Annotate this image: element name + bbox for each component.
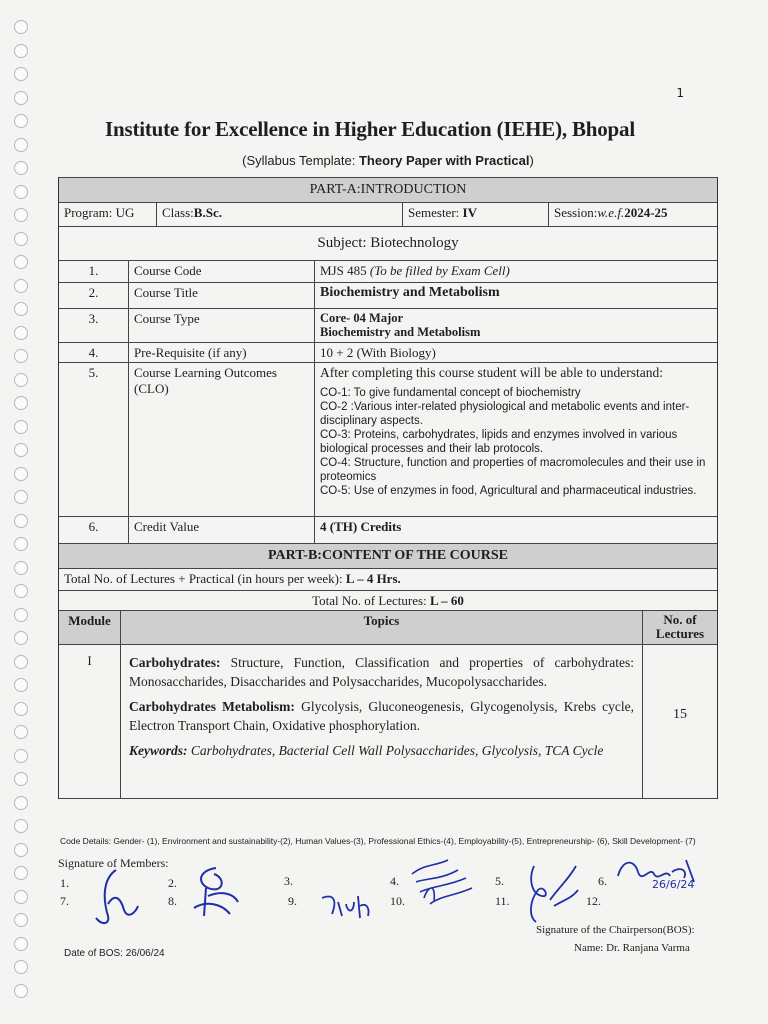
- credit-value-row: 6. Credit Value 4 (TH) Credits: [59, 516, 717, 543]
- chairperson-signature-label: Signature of the Chairperson(BOS):: [536, 924, 695, 936]
- binder-hole: [14, 44, 28, 58]
- clo-list: [320, 386, 712, 498]
- binder-hole: [14, 702, 28, 716]
- binder-hole: [14, 91, 28, 105]
- co-3: CO-3: Proteins, carbohydrates, lipids and enzymes involved in various biological processes and their lab protocols.: [320, 429, 678, 455]
- signature-1-image: [90, 866, 140, 928]
- binder-hole: [14, 114, 28, 128]
- binder-hole: [14, 819, 28, 833]
- binder-hole: [14, 725, 28, 739]
- svg-text:26/6/24: 26/6/24: [652, 878, 695, 891]
- binder-hole: [14, 138, 28, 152]
- module-1-row: I Carbohydrates: Structure, Function, Classification and properties of carbohydrates: Monosaccharides, Disaccharides and Polysaccharides, Mucopolysaccharides. Carbohydrates Metabolism: Glycolysis, Gluconeogenesis, Glycogenolysis, Krebs cycle, Electron Transport Chain, Oxidative phosphorylation. Keywords: Carbohydrates, Bacterial Cell Wall Polysaccharides, Glycolysis, TCA Cycle 15: [59, 644, 717, 799]
- signature-4-image: [406, 856, 478, 916]
- binder-hole: [14, 67, 28, 81]
- course-title-row: 2. Course Title Biochemistry and Metabolism: [59, 282, 717, 308]
- binder-hole: [14, 984, 28, 998]
- page-number: 1: [676, 86, 684, 100]
- co-5: CO-5: Use of enzymes in food, Agricultural and pharmaceutical industries.: [320, 485, 697, 497]
- module-1-metabolism: Carbohydrates Metabolism: Glycolysis, Gluconeogenesis, Glycogenolysis, Krebs cycle, Electron Transport Chain, Oxidative phosphorylation.: [129, 699, 635, 733]
- binder-hole: [14, 749, 28, 763]
- signature-2-image: [186, 860, 246, 920]
- binder-hole: [14, 960, 28, 974]
- binder-hole: [14, 279, 28, 293]
- binder-hole: [14, 302, 28, 316]
- session-cell: Session:w.e.f.2024-25: [554, 205, 668, 220]
- chairperson-signature-image: [612, 852, 704, 892]
- total-lectures-row: Total No. of Lectures: L – 60: [59, 590, 717, 610]
- binder-hole: [14, 420, 28, 434]
- institute-title: Institute for Excellence in Higher Education (IEHE), Bhopal: [105, 117, 635, 141]
- binder-hole: [14, 561, 28, 575]
- co-2: CO-2 :Various inter-related physiological and metabolic events and inter-disciplinary aspects.: [320, 401, 690, 427]
- binder-hole: [14, 866, 28, 880]
- binder-hole: [14, 655, 28, 669]
- code-details: Code Details: Gender- (1), Environment and sustainability-(2), Human Values-(3), Professional Ethics-(4), Employability-(5), Entrepreneurship- (6), Skill Development- (7): [60, 836, 696, 846]
- program-row: [59, 202, 717, 226]
- lectures-per-week-row: Total No. of Lectures + Practical (in hours per week): L – 4 Hrs.: [59, 568, 717, 590]
- signature-3-image: [318, 888, 374, 922]
- binder-hole: [14, 396, 28, 410]
- binder-holes: [14, 20, 34, 1010]
- binder-hole: [14, 537, 28, 551]
- program-cell: Program: UG: [59, 203, 157, 226]
- class-cell: Class:B.Sc.: [157, 203, 403, 226]
- binder-hole: [14, 20, 28, 34]
- part-b-header: PART-B:CONTENT OF THE COURSE: [59, 543, 717, 568]
- prerequisite-row: 4. Pre-Requisite (if any) 10 + 2 (With Biology): [59, 342, 717, 362]
- binder-hole: [14, 514, 28, 528]
- binder-hole: [14, 208, 28, 222]
- binder-hole: [14, 772, 28, 786]
- binder-hole: [14, 608, 28, 622]
- syllabus-template-line: (Syllabus Template: Theory Paper with Practical): [242, 153, 534, 168]
- subject-row: Subject: Biotechnology: [59, 226, 717, 260]
- signature-members-label: Signature of Members:: [58, 856, 169, 870]
- binder-hole: [14, 913, 28, 927]
- chairperson-name: Name: Dr. Ranjana Varma: [574, 942, 690, 954]
- binder-hole: [14, 467, 28, 481]
- syllabus-table: [58, 177, 718, 799]
- course-code-row: 1. Course Code MJS 485 (To be filled by Exam Cell): [59, 260, 717, 282]
- binder-hole: [14, 843, 28, 857]
- date-of-bos: Date of BOS: 26/06/24: [64, 948, 165, 959]
- module-1-carbohydrates: Carbohydrates: Structure, Function, Classification and properties of carbohydrates: Monosaccharides, Disaccharides and Polysaccharides, Mucopolysaccharides.: [129, 655, 634, 689]
- binder-hole: [14, 443, 28, 457]
- binder-hole: [14, 678, 28, 692]
- semester-cell: Semester: IV: [403, 203, 549, 226]
- binder-hole: [14, 349, 28, 363]
- clo-row: 5. Course Learning Outcomes (CLO) After completing this course student will be able to understand: CO-1: To give fundamental concept of biochemistry CO-2 :Various inter-related physiological and metabolic events and inter-disciplinary aspects. CO-3: Proteins, carbohydrates, lipids and enzymes involved in various biological processes and their lab protocols. CO-4: Structure, function and properties of macromolecules and their use in proteomics CO-5: Use of enzymes in food, Agricultural and pharmaceutical industries.: [59, 362, 717, 516]
- module-table-header: Module Topics No. of Lectures: [59, 610, 717, 644]
- co-4: CO-4: Structure, function and properties of macromolecules and their use in proteomics: [320, 457, 706, 483]
- part-a-header: PART-A:INTRODUCTION: [59, 177, 717, 202]
- binder-hole: [14, 937, 28, 951]
- course-type-row: 3. Course Type Core- 04 Major Biochemistry and Metabolism: [59, 308, 717, 342]
- binder-hole: [14, 490, 28, 504]
- binder-hole: [14, 796, 28, 810]
- binder-hole: [14, 326, 28, 340]
- signature-5-image: [520, 860, 600, 926]
- binder-hole: [14, 584, 28, 598]
- binder-hole: [14, 890, 28, 904]
- binder-hole: [14, 232, 28, 246]
- binder-hole: [14, 185, 28, 199]
- module-1-keywords: Keywords: Carbohydrates, Bacterial Cell Wall Polysaccharides, Glycolysis, TCA Cycle: [129, 743, 604, 758]
- binder-hole: [14, 255, 28, 269]
- binder-hole: [14, 161, 28, 175]
- binder-hole: [14, 373, 28, 387]
- co-1: CO-1: To give fundamental concept of biochemistry: [320, 387, 581, 399]
- binder-hole: [14, 631, 28, 645]
